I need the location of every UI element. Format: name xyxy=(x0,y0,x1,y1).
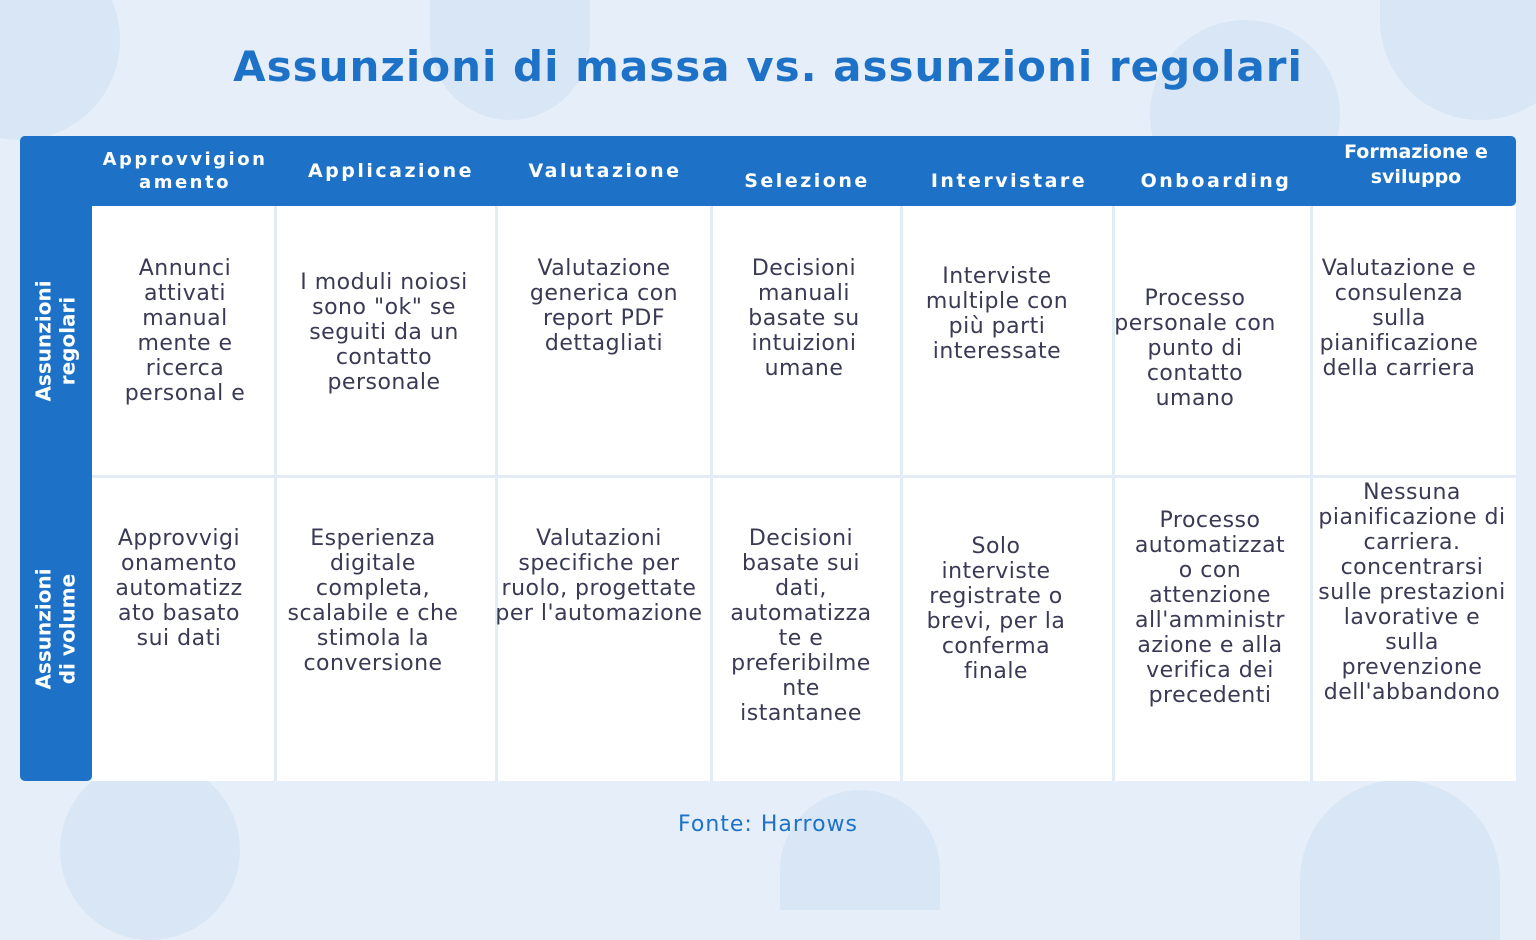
column-header-applicazione: Applicazione xyxy=(307,160,475,182)
row-divider xyxy=(92,475,1516,478)
column-divider xyxy=(900,206,903,781)
row-label-regular-text: Assunzioni regolari xyxy=(32,280,80,402)
page-title: Assunzioni di massa vs. assunzioni regolari xyxy=(233,42,1303,91)
row-label-regular xyxy=(20,206,92,476)
column-header-selezione: Selezione xyxy=(744,170,870,192)
comparison-table xyxy=(20,136,1516,781)
column-header-valutazione: Valutazione xyxy=(528,160,682,182)
table-cell: Interviste multiple con più parti interessate xyxy=(925,264,1069,364)
column-header-approvvigionamento: Approvvigion amento xyxy=(102,149,268,193)
column-divider xyxy=(495,206,498,781)
column-header-formazione-e-sviluppo: Formazione e sviluppo xyxy=(1344,141,1488,188)
column-header-onboarding: Onboarding xyxy=(1140,170,1292,192)
table-cell: Annunci attivati manual mente e ricerca personal e xyxy=(124,256,246,406)
table-cell: Nessuna pianificazione di carriera. concentrarsi sulle prestazioni lavorative e sulla prevenzione dell'abbandono xyxy=(1318,480,1506,705)
row-label-volume-text: Assunzioni di volume xyxy=(32,567,80,690)
table-cell: Valutazione e consulenza sulla pianificazione della carriera xyxy=(1319,256,1479,381)
table-cell: I moduli noiosi sono "ok" se seguiti da un contatto personale xyxy=(300,270,468,395)
background-shape xyxy=(1300,780,1500,940)
table-cell: Processo automatizzat o con attenzione all'amministr azione e alla verifica dei precedenti xyxy=(1134,508,1286,708)
column-divider xyxy=(274,206,277,781)
table-cell: Valutazione generica con report PDF dettagliati xyxy=(529,256,679,356)
table-cell: Approvvigi onamento automatizz ato basato sui dati xyxy=(115,526,243,651)
source-credit: Fonte: Harrows xyxy=(678,812,858,837)
table-cell: Decisioni basate sui dati, automatizza te e preferibilme nte istantanee xyxy=(730,526,872,726)
table-cell: Valutazioni specifiche per ruolo, progettate per l'automazione xyxy=(495,526,703,626)
table-cell: Solo interviste registrate o brevi, per la conferma finale xyxy=(926,534,1066,684)
row-label-volume xyxy=(20,476,92,781)
column-divider xyxy=(710,206,713,781)
table-cell: Processo personale con punto di contatto umano xyxy=(1114,286,1276,411)
column-header-intervistare: Intervistare xyxy=(930,170,1088,192)
table-cell: Decisioni manuali basate su intuizioni umane xyxy=(748,256,860,381)
background-shape xyxy=(60,760,240,940)
background-shape xyxy=(780,790,940,910)
table-cell: Esperienza digitale completa, scalabile e che stimola la conversione xyxy=(287,526,459,676)
